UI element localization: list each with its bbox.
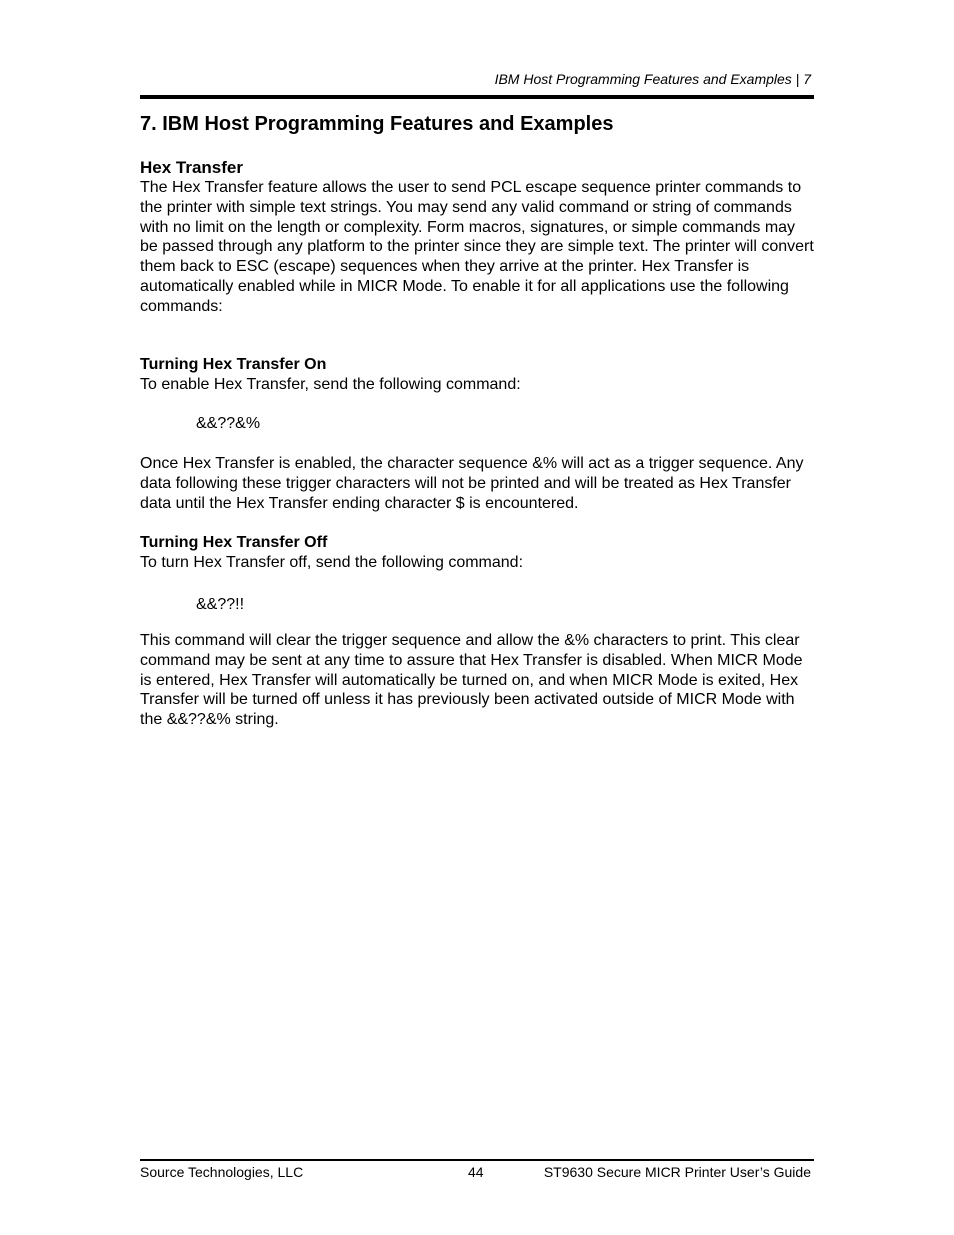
page-content: [140, 110, 814, 730]
footer-company: Source Technologies, LLC: [140, 1164, 304, 1180]
subheading-turning-off: Turning Hex Transfer Off: [140, 534, 328, 552]
turning-on-intro: To enable Hex Transfer, send the following command:: [140, 376, 521, 394]
section-heading-hex-transfer: Hex Transfer: [140, 158, 243, 177]
footer-rule: [140, 1159, 814, 1161]
footer-page-number: 44: [468, 1164, 484, 1180]
disable-command: &&??!!: [196, 596, 245, 613]
spacer: [140, 434, 814, 454]
spacer: [140, 395, 814, 414]
header-rule: [140, 95, 814, 99]
page-footer: [140, 1163, 811, 1181]
running-header: IBM Host Programming Features and Examples | 7: [494, 71, 811, 87]
turning-off-intro: To turn Hex Transfer off, send the following command:: [140, 554, 524, 572]
enable-command: &&??&%: [196, 415, 261, 432]
chapter-title: 7. IBM Host Programming Features and Examples: [140, 113, 614, 135]
spacer: [140, 316, 814, 355]
spacer: [140, 513, 814, 533]
turning-on-description: Once Hex Transfer is enabled, the character sequence &% will act as a trigger sequence. Any data following these trigger characters will not be printed and will be treated as Hex Transfer data until the Hex Transfer ending character $ is encountered.: [140, 455, 804, 512]
spacer: [140, 573, 814, 595]
hex-transfer-description: The Hex Transfer feature allows the user to send PCL escape sequence printer commands to the printer with simple text strings. You may send any valid command or string of commands with no limit on the length or complexity. Form macros, signatures, or simple commands may be passed through any platform to the printer since they are simple text. The printer will convert them back to ESC (escape) sequences when they arrive at the printer. Hex Transfer is automatically enabled while in MICR Mode. To enable it for all applications use the following commands:: [140, 179, 814, 315]
turning-off-description: This command will clear the trigger sequence and allow the &% characters to print. This clear command may be sent at any time to assure that Hex Transfer is disabled. When MICR Mode is entered, Hex Transfer will automatically be turned on, and when MICR Mode is exited, Hex Transfer will be turned off unless it has previously been activated outside of MICR Mode with the &&??&% string.: [140, 632, 803, 728]
spacer: [140, 615, 814, 631]
subheading-turning-on: Turning Hex Transfer On: [140, 356, 327, 374]
footer-guide-title: ST9630 Secure MICR Printer User’s Guide: [543, 1164, 811, 1180]
